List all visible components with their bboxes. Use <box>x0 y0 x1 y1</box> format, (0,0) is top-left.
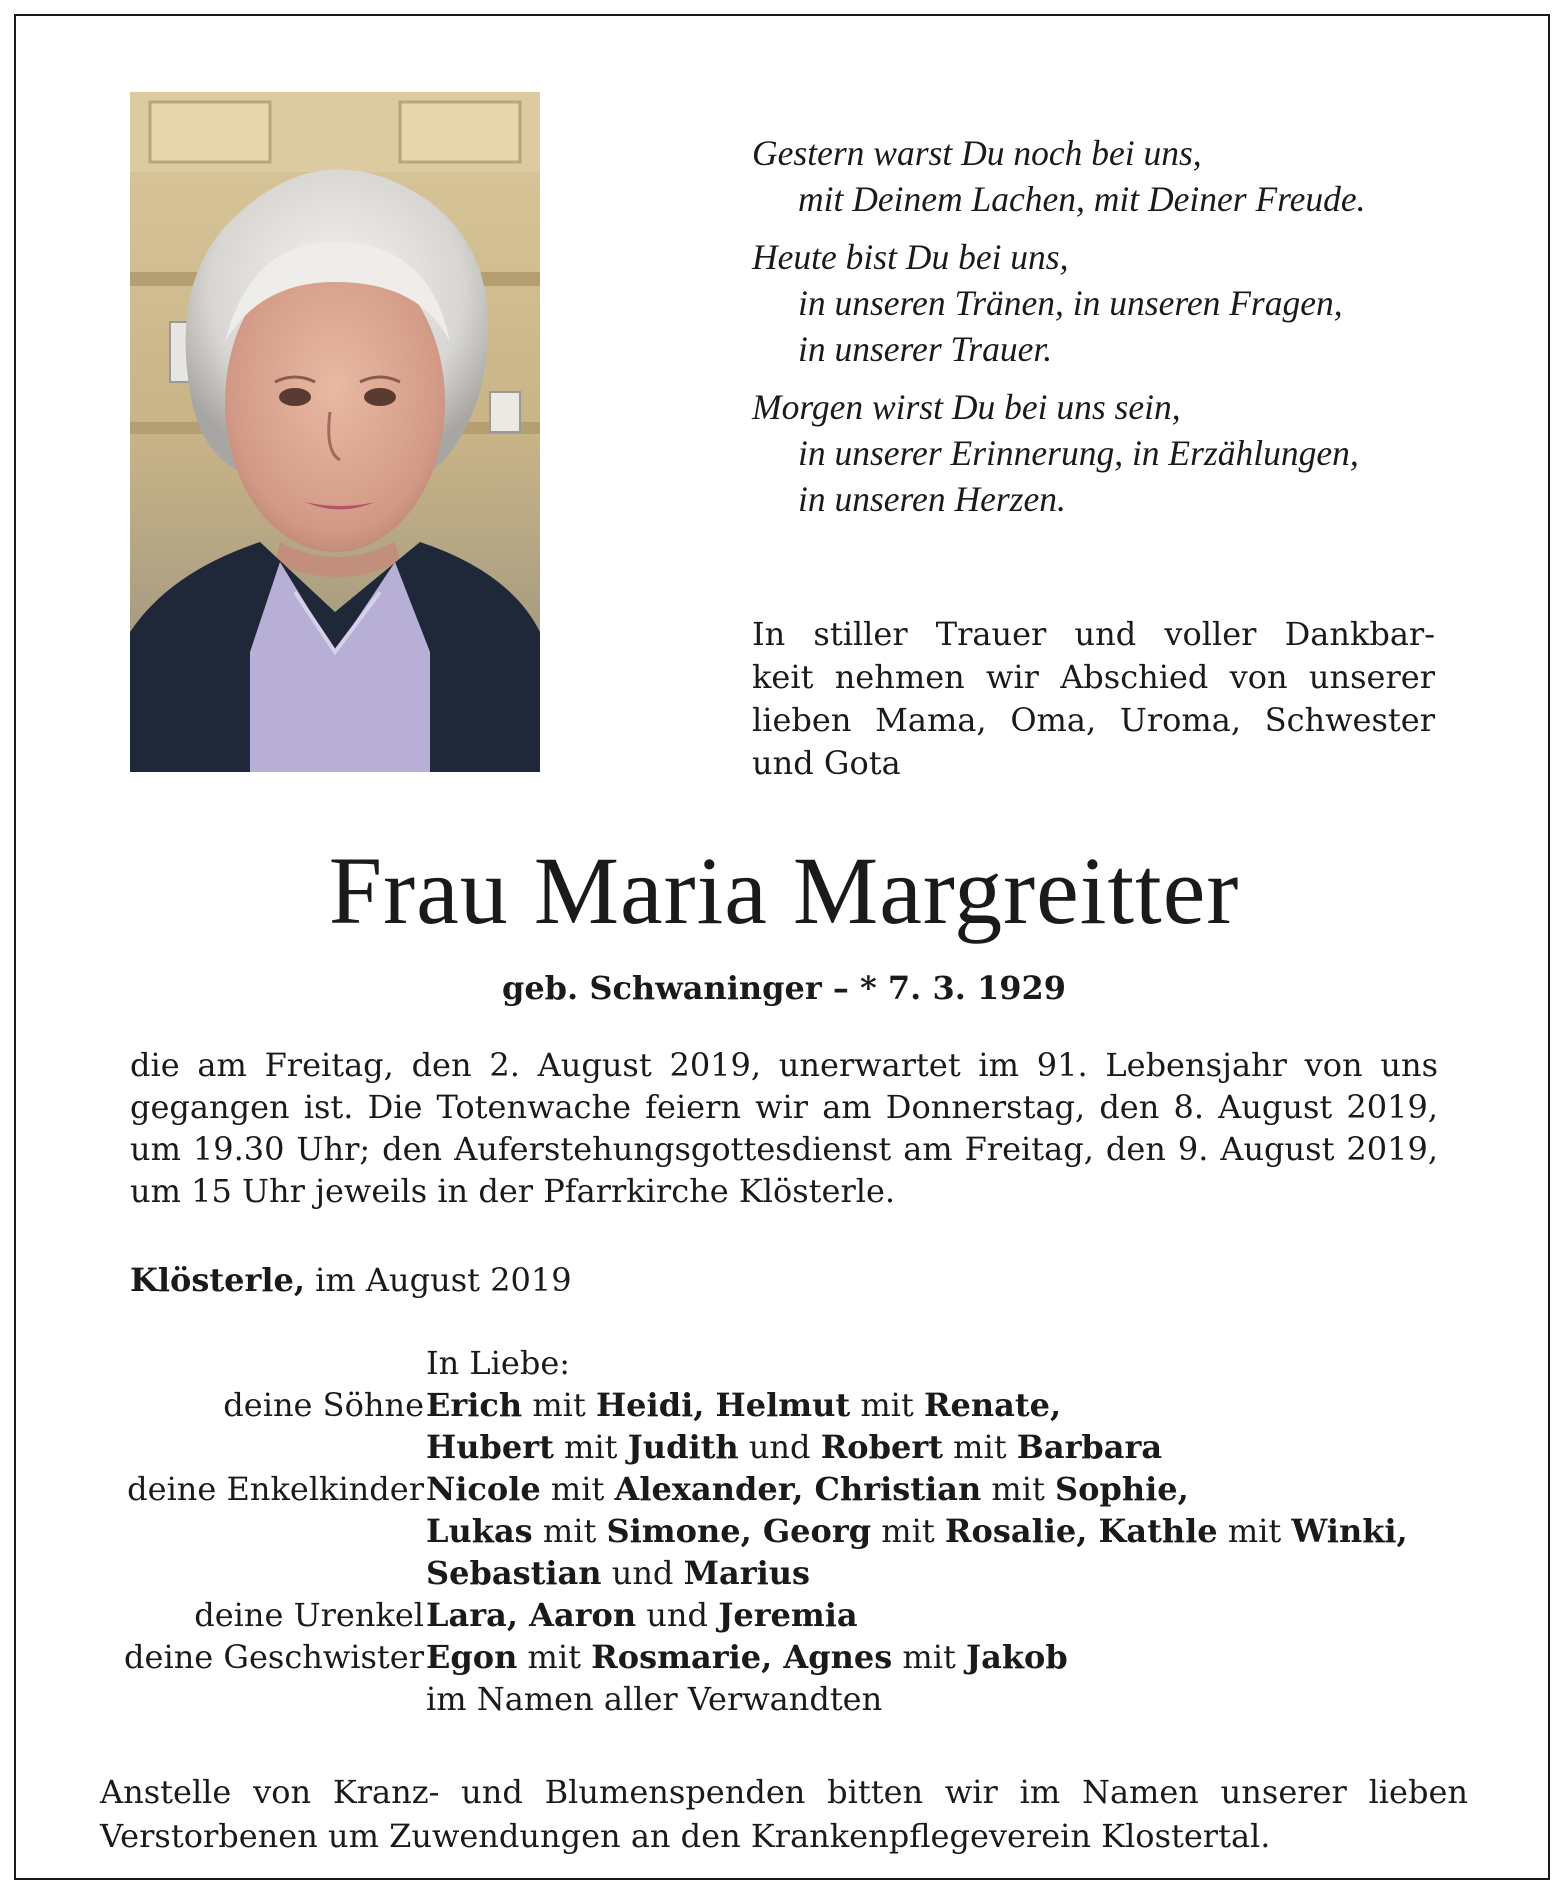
intro-text <box>752 613 1435 785</box>
mourner-names <box>426 1636 1068 1678</box>
mourner-name: Renate, <box>923 1386 1062 1424</box>
poem <box>752 130 1492 534</box>
mourner-relation-label: deine Enkelkinder <box>127 1470 424 1508</box>
mourner-connector: und <box>738 1428 821 1466</box>
mourner-connector: mit <box>943 1428 1017 1466</box>
mourner-name: Rosalie, Kathle <box>944 1512 1218 1550</box>
closing-line: Verstorbenen um Zuwendungen an den Krankenpflegeverein Klostertal. <box>100 1817 1271 1855</box>
poem-line: Heute bist Du bei uns, <box>752 237 1069 277</box>
poem-line: in unseren Herzen. <box>798 479 1066 519</box>
intro-line: In stiller Trauer und voller Dankbar- <box>752 615 1435 653</box>
mourner-name: Sophie, <box>1054 1470 1189 1508</box>
poem-line: Morgen wirst Du bei uns sein, <box>752 387 1181 427</box>
mourner-name: Heidi, Helmut <box>595 1386 851 1424</box>
mourner-relation-label: deine Urenkel <box>194 1596 424 1634</box>
poem-line: in unserer Trauer. <box>798 329 1053 369</box>
announcement-line: gegangen ist. Die Totenwache feiern wir am Donnerstag, den 8. August 2019, <box>130 1088 1438 1126</box>
intro-line: keit nehmen wir Abschied von unserer <box>752 658 1435 696</box>
mourner-connector: mit <box>871 1512 945 1550</box>
mourner-connector: mit <box>522 1386 596 1424</box>
mourner-row <box>0 1636 1568 1678</box>
mourner-name: Barbara <box>1016 1428 1163 1466</box>
mourner-connector: mit <box>1217 1512 1292 1550</box>
mourner-row <box>0 1384 1568 1426</box>
closing-line: Anstelle von Kranz- und Blumenspenden bitten wir im Namen unserer lieben <box>100 1773 1468 1811</box>
intro-line: und Gota <box>752 744 901 782</box>
place-date <box>130 1258 572 1302</box>
portrait-illustration <box>130 92 540 772</box>
poem-line: Gestern warst Du noch bei uns, <box>752 133 1202 173</box>
mourner-name: Erich <box>426 1386 523 1424</box>
mourner-name: Sebastian <box>426 1554 602 1592</box>
mourner-connector: mit <box>532 1512 607 1550</box>
mourner-name: Rosmarie, Agnes <box>591 1638 893 1676</box>
announcement-line: um 19.30 Uhr; den Auferstehungsgottesdienst am Freitag, den 9. August 2019, <box>130 1130 1438 1168</box>
mourners-list <box>0 1342 1568 1720</box>
mourner-names <box>426 1594 858 1636</box>
poem-stanza-1 <box>752 130 1492 222</box>
place-date-text: im August 2019 <box>304 1261 572 1299</box>
mourner-connector: mit <box>517 1638 592 1676</box>
mourner-connector: und <box>636 1596 719 1634</box>
mourner-name: Alexander, Christian <box>614 1470 982 1508</box>
poem-stanza-2 <box>752 234 1492 372</box>
mourner-name: Simone, Georg <box>606 1512 872 1550</box>
poem-stanza-3 <box>752 384 1492 522</box>
mourner-name: Marius <box>683 1554 811 1592</box>
closing-text <box>100 1770 1468 1858</box>
birth-info: geb. Schwaninger – * 7. 3. 1929 <box>501 969 1067 1007</box>
mourner-name: Lukas <box>426 1512 533 1550</box>
poem-line: mit Deinem Lachen, mit Deiner Freude. <box>798 179 1366 219</box>
mourner-row <box>0 1678 1568 1720</box>
mourner-row <box>0 1468 1568 1510</box>
mourner-names <box>426 1510 1408 1552</box>
mourner-connector: mit <box>981 1470 1055 1508</box>
mourner-name: Lara, Aaron <box>426 1596 637 1634</box>
announcement-text <box>130 1044 1438 1212</box>
mourner-name: Hubert <box>426 1428 554 1466</box>
mourner-name: Jeremia <box>718 1596 858 1634</box>
mourner-connector: mit <box>850 1386 924 1424</box>
mourner-name: Egon <box>426 1638 518 1676</box>
mourner-names <box>426 1426 1162 1468</box>
mourner-names <box>426 1468 1189 1510</box>
mourners-heading-row <box>0 1342 1568 1384</box>
mourner-names <box>426 1678 882 1720</box>
deceased-name: Frau Maria Margreitter <box>328 837 1240 944</box>
mourner-name: Winki, <box>1291 1512 1408 1550</box>
poem-line: in unserer Erinnerung, in Erzählungen, <box>798 433 1359 473</box>
mourner-row <box>0 1552 1568 1594</box>
portrait-photo <box>130 92 540 772</box>
mourner-name: Nicole <box>426 1470 541 1508</box>
mourner-names <box>426 1384 1061 1426</box>
mourner-name: Robert <box>820 1428 943 1466</box>
mourner-connector: und <box>601 1554 684 1592</box>
mourner-row <box>0 1594 1568 1636</box>
announcement-line: die am Freitag, den 2. August 2019, unerwartet im 91. Lebensjahr von uns <box>130 1046 1438 1084</box>
intro-line: lieben Mama, Oma, Uroma, Schwester <box>752 701 1435 739</box>
mourner-row <box>0 1510 1568 1552</box>
mourner-connector: mit <box>540 1470 615 1508</box>
mourner-relation-label: deine Geschwister <box>124 1638 424 1676</box>
mourner-name: Judith <box>627 1428 739 1466</box>
mourner-name: Jakob <box>965 1638 1068 1676</box>
mourner-connector: im Namen aller Verwandten <box>426 1680 883 1718</box>
mourner-names <box>426 1552 810 1594</box>
announcement-line: um 15 Uhr jeweils in der Pfarrkirche Klösterle. <box>130 1172 896 1210</box>
mourner-row <box>0 1426 1568 1468</box>
mourner-relation-label: deine Söhne <box>223 1386 424 1424</box>
mourner-connector: mit <box>553 1428 628 1466</box>
poem-line: in unseren Tränen, in unseren Fragen, <box>798 283 1343 323</box>
mourner-connector: mit <box>892 1638 966 1676</box>
place-town: Klösterle, <box>130 1261 305 1299</box>
mourners-heading: In Liebe: <box>426 1344 571 1382</box>
